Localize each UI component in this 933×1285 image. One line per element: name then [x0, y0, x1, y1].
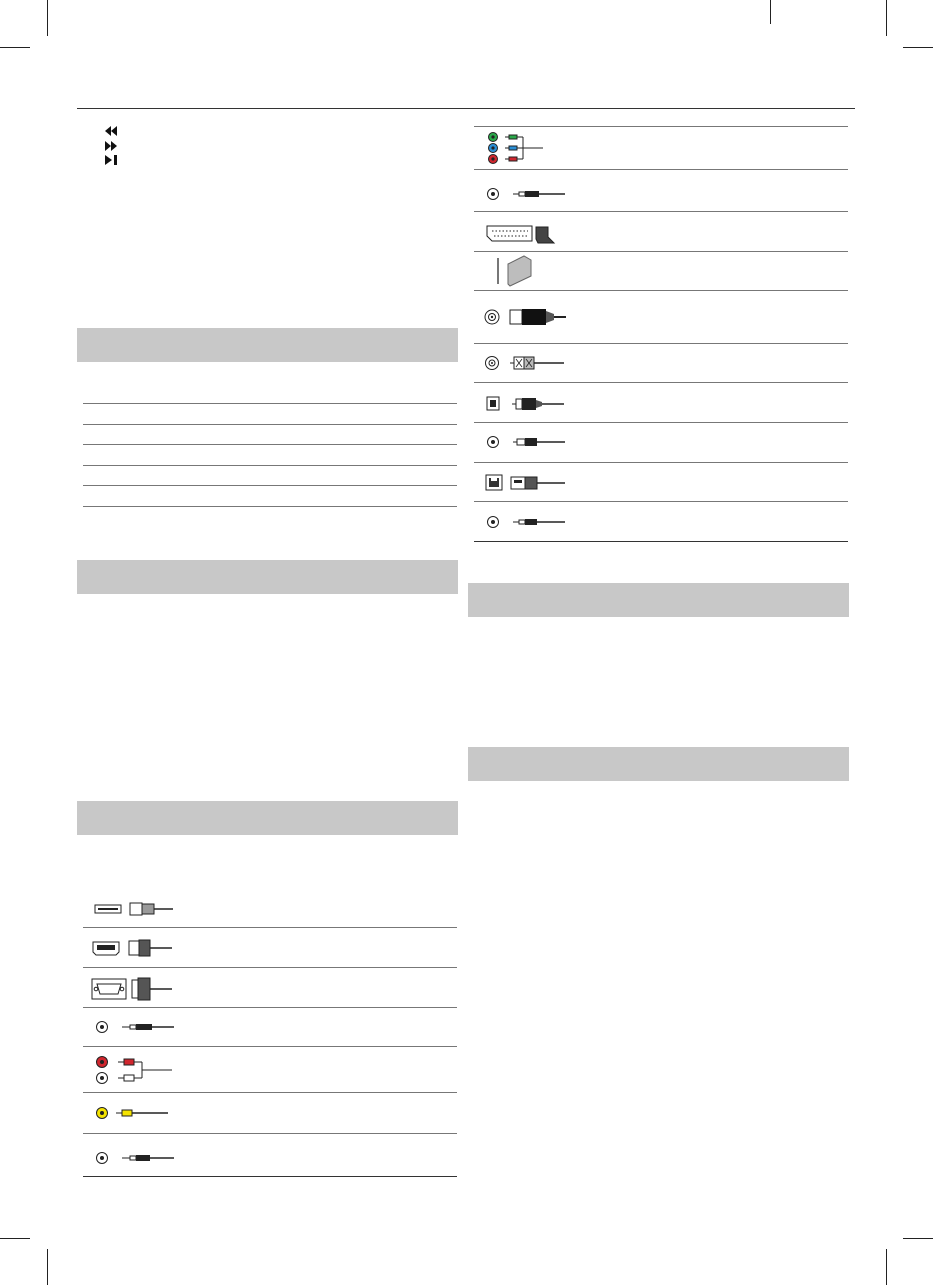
- crop-mark: [903, 47, 933, 48]
- table-rule: [83, 485, 457, 486]
- hdmi-connector-icon: [92, 939, 174, 957]
- connector-rule: [474, 501, 848, 502]
- connector-rule: [474, 343, 848, 344]
- section-band-1: [77, 328, 458, 362]
- crop-mark: [0, 1238, 30, 1239]
- crop-mark: [0, 47, 30, 48]
- table-rule: [83, 506, 457, 507]
- satellite-f-connector-icon: [484, 353, 568, 373]
- video-composite-rca-icon: [96, 1105, 176, 1121]
- table-rule: [83, 444, 457, 445]
- crop-mark: [47, 1249, 48, 1285]
- scart-connector-icon: [486, 223, 566, 247]
- mini-jack-icon: [487, 186, 567, 202]
- ci-card-slot-icon: [496, 254, 536, 288]
- usb-connector-icon: [95, 901, 175, 917]
- rewind-icon: [105, 126, 117, 136]
- crop-mark: [903, 1238, 933, 1239]
- section-band-2: [77, 560, 458, 594]
- remote-symbols: [105, 124, 121, 168]
- connector-rule: [474, 290, 848, 291]
- rf-antenna-icon: [484, 305, 568, 329]
- remote-symbol-icons: [105, 124, 121, 168]
- optical-spdif-icon: [486, 394, 568, 414]
- connector-rule: [474, 382, 848, 383]
- table-rule: [83, 403, 457, 404]
- component-ypbpr-icon: [487, 131, 557, 165]
- connector-rule: [474, 541, 848, 542]
- section-band-5: [468, 747, 849, 781]
- connector-rule: [474, 251, 848, 252]
- coaxial-digital-icon: [487, 434, 567, 450]
- connector-rule: [474, 462, 848, 463]
- crop-mark: [886, 1249, 887, 1285]
- audio-lr-rca-icon: [96, 1055, 176, 1085]
- play-pause-icon: [105, 155, 117, 165]
- section-band-3: [77, 801, 458, 835]
- pc-audio-jack-icon: [96, 1150, 176, 1166]
- connector-rule: [83, 1133, 457, 1134]
- connector-rule: [83, 1176, 457, 1177]
- header-rule: [77, 108, 855, 109]
- connector-rule: [474, 211, 848, 212]
- connector-rule: [83, 1092, 457, 1093]
- table-rule: [83, 465, 457, 466]
- connector-rule: [474, 422, 848, 423]
- connector-rule: [83, 927, 457, 928]
- table-rule: [83, 424, 457, 425]
- connector-rule: [83, 1046, 457, 1047]
- crop-mark: [47, 0, 48, 36]
- section-band-4: [468, 583, 849, 617]
- vga-connector-icon: [92, 977, 174, 1001]
- fast-forward-icon: [105, 141, 117, 151]
- service-jack-icon: [487, 514, 567, 530]
- crop-mark: [770, 0, 771, 24]
- connector-rule: [83, 1007, 457, 1008]
- connector-rule: [474, 169, 848, 170]
- crop-mark: [886, 0, 887, 36]
- headphone-jack-icon: [96, 1019, 176, 1035]
- connector-rule: [83, 967, 457, 968]
- ethernet-lan-icon: [485, 473, 569, 493]
- connector-rule: [474, 126, 848, 127]
